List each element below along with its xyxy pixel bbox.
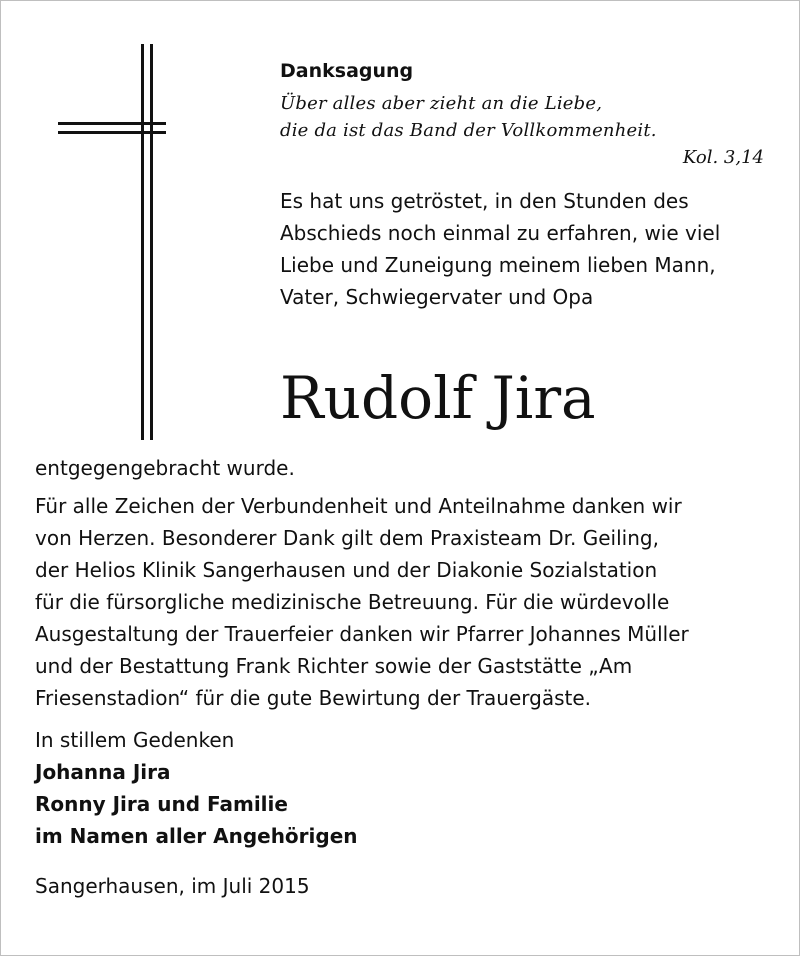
- double-line-cross-icon: [58, 44, 166, 440]
- thanks-line: Friesenstadion“ für die gute Bewirtung der Trauergäste.: [35, 686, 592, 710]
- bible-quote: [280, 90, 770, 144]
- intro-line: Abschieds noch einmal zu erfahren, wie viel: [280, 221, 721, 245]
- thanks-line: der Helios Klinik Sangerhausen und der Diakonie Sozialstation: [35, 558, 658, 582]
- notice-heading: Danksagung: [280, 60, 414, 82]
- quote-line: Über alles aber zieht an die Liebe,: [280, 93, 603, 114]
- thanks-line: für die fürsorgliche medizinische Betreuung. Für die würdevolle: [35, 590, 670, 614]
- signer-name: Ronny Jira und Familie: [35, 792, 288, 816]
- intro-paragraph: [280, 185, 770, 313]
- thanks-paragraph: [35, 490, 775, 714]
- signer-name: im Namen aller Angehörigen: [35, 824, 358, 848]
- intro-line: Vater, Schwiegervater und Opa: [280, 285, 594, 309]
- quote-line: die da ist das Band der Vollkommenheit.: [280, 120, 657, 141]
- signature-block: [35, 724, 775, 852]
- thanks-line: von Herzen. Besonderer Dank gilt dem Praxisteam Dr. Geiling,: [35, 526, 659, 550]
- intro-line: Es hat uns getröstet, in den Stunden des: [280, 189, 689, 213]
- closing-phrase: In stillem Gedenken: [35, 728, 235, 752]
- signer-name: Johanna Jira: [35, 760, 171, 784]
- thanks-line: Für alle Zeichen der Verbundenheit und Anteilnahme danken wir: [35, 494, 682, 518]
- thanks-line: und der Bestattung Frank Richter sowie der Gaststätte „Am: [35, 654, 633, 678]
- quote-reference: Kol. 3,14: [682, 147, 764, 168]
- continuation-text: entgegengebracht wurde.: [35, 456, 295, 480]
- place-date: Sangerhausen, im Juli 2015: [35, 874, 310, 898]
- header-section: [280, 58, 770, 313]
- deceased-name: Rudolf Jira: [280, 364, 596, 432]
- intro-line: Liebe und Zuneigung meinem lieben Mann,: [280, 253, 716, 277]
- body-section: [35, 452, 775, 902]
- thanks-line: Ausgestaltung der Trauerfeier danken wir Pfarrer Johannes Müller: [35, 622, 689, 646]
